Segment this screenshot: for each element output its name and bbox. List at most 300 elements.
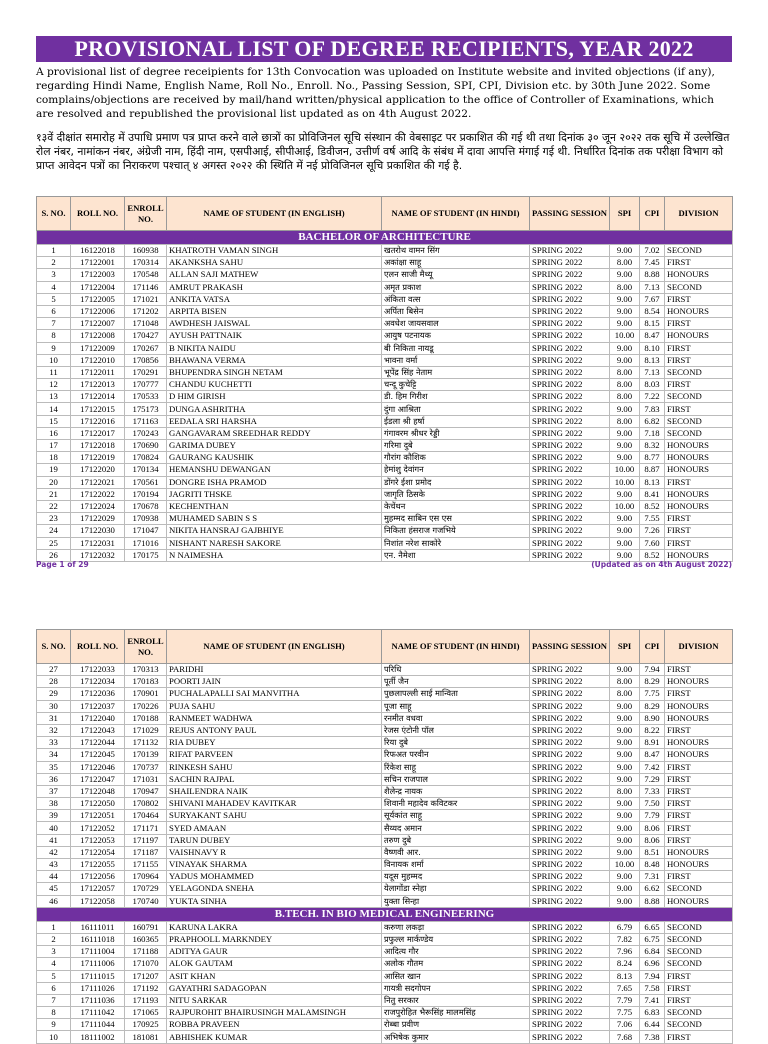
cell-division: FIRST — [665, 688, 733, 700]
cell-name-hindi: निशांत नरेश साकोरे — [382, 537, 530, 549]
cell-name-english: GAYATHRI SADAGOPAN — [167, 982, 382, 994]
cell-name-english: HEMANSHU DEWANGAN — [167, 464, 382, 476]
cell-sno: 38 — [37, 798, 71, 810]
cell-roll-no: 17122009 — [71, 342, 125, 354]
cell-division: HONOURS — [665, 859, 733, 871]
table-row — [37, 366, 733, 378]
table-row — [37, 318, 733, 330]
cell-passing-session: SPRING 2022 — [530, 785, 610, 797]
cell-division: HONOURS — [665, 500, 733, 512]
cell-spi: 9.00 — [610, 737, 640, 749]
header-enroll-no: ENROLL NO. — [125, 630, 167, 664]
table-row — [37, 676, 733, 688]
cell-enroll-no: 170134 — [125, 464, 167, 476]
cell-name-english: KHATROTH VAMAN SINGH — [167, 245, 382, 257]
cell-sno: 27 — [37, 664, 71, 676]
cell-enroll-no: 170561 — [125, 476, 167, 488]
cell-name-english: AMRUT PRAKASH — [167, 281, 382, 293]
cell-division: FIRST — [665, 798, 733, 810]
cell-name-english: GARIMA DUBEY — [167, 440, 382, 452]
cell-passing-session: SPRING 2022 — [530, 257, 610, 269]
cell-name-english: ARPITA BISEN — [167, 305, 382, 317]
cell-spi: 8.00 — [610, 281, 640, 293]
cell-name-english: YADUS MOHAMMED — [167, 871, 382, 883]
table-row — [37, 871, 733, 883]
cell-name-hindi: आयुष पटनायक — [382, 330, 530, 342]
table-row — [37, 342, 733, 354]
cell-passing-session: SPRING 2022 — [530, 724, 610, 736]
header-enroll-no: ENROLL NO. — [125, 197, 167, 231]
cell-roll-no: 17122010 — [71, 354, 125, 366]
cell-passing-session: SPRING 2022 — [530, 895, 610, 907]
cell-name-english: N NAIMESHA — [167, 549, 382, 561]
cell-cpi: 6.75 — [640, 933, 665, 945]
cell-spi: 9.00 — [610, 798, 640, 810]
cell-roll-no: 17111015 — [71, 970, 125, 982]
cell-name-hindi: पुछलापल्ली साई मान्विता — [382, 688, 530, 700]
table-row — [37, 798, 733, 810]
cell-spi: 7.06 — [610, 1019, 640, 1031]
cell-name-hindi: बी निकिता नायडू — [382, 342, 530, 354]
cell-passing-session: SPRING 2022 — [530, 342, 610, 354]
table-row — [37, 810, 733, 822]
cell-passing-session: SPRING 2022 — [530, 798, 610, 810]
cell-cpi: 8.90 — [640, 712, 665, 724]
cell-spi: 9.00 — [610, 403, 640, 415]
cell-name-english: YELAGONDA SNEHA — [167, 883, 382, 895]
cell-cpi: 8.52 — [640, 549, 665, 561]
cell-division: FIRST — [665, 982, 733, 994]
table-row — [37, 921, 733, 933]
cell-sno: 23 — [37, 513, 71, 525]
cell-name-hindi: यदूस मुहम्मद — [382, 871, 530, 883]
cell-passing-session: SPRING 2022 — [530, 822, 610, 834]
cell-name-english: DUNGA ASHRITHA — [167, 403, 382, 415]
cell-sno: 8 — [37, 1007, 71, 1019]
table-row — [37, 464, 733, 476]
cell-sno: 12 — [37, 379, 71, 391]
cell-sno: 33 — [37, 737, 71, 749]
cell-division: FIRST — [665, 871, 733, 883]
cell-cpi: 8.15 — [640, 318, 665, 330]
cell-sno: 20 — [37, 476, 71, 488]
cell-name-english: PUJA SAHU — [167, 700, 382, 712]
cell-name-hindi: जागृति ठिसके — [382, 488, 530, 500]
cell-spi: 7.68 — [610, 1031, 640, 1043]
cell-name-hindi: सूर्यकांत साहू — [382, 810, 530, 822]
table-row — [37, 391, 733, 403]
cell-name-hindi: पूर्ती जैन — [382, 676, 530, 688]
cell-name-hindi: डोंगरे ईशा प्रमोद — [382, 476, 530, 488]
cell-division: FIRST — [665, 257, 733, 269]
cell-passing-session: SPRING 2022 — [530, 330, 610, 342]
cell-spi: 9.00 — [610, 724, 640, 736]
cell-spi: 9.00 — [610, 712, 640, 724]
cell-enroll-no: 171146 — [125, 281, 167, 293]
cell-division: HONOURS — [665, 712, 733, 724]
cell-name-hindi: तरुण दुबे — [382, 834, 530, 846]
cell-cpi: 8.22 — [640, 724, 665, 736]
cell-spi: 9.00 — [610, 452, 640, 464]
cell-division: HONOURS — [665, 488, 733, 500]
table-row — [37, 994, 733, 1006]
cell-enroll-no: 170737 — [125, 761, 167, 773]
cell-sno: 39 — [37, 810, 71, 822]
cell-name-hindi: भूपेंद्र सिंह नेताम — [382, 366, 530, 378]
cell-roll-no: 17122040 — [71, 712, 125, 724]
cell-sno: 9 — [37, 1019, 71, 1031]
cell-division: FIRST — [665, 773, 733, 785]
cell-passing-session: SPRING 2022 — [530, 933, 610, 945]
cell-roll-no: 17111036 — [71, 994, 125, 1006]
cell-sno: 18 — [37, 452, 71, 464]
cell-sno: 44 — [37, 871, 71, 883]
cell-name-hindi: आसित खान — [382, 970, 530, 982]
cell-sno: 5 — [37, 970, 71, 982]
cell-enroll-no: 170824 — [125, 452, 167, 464]
cell-cpi: 7.22 — [640, 391, 665, 403]
cell-enroll-no: 170964 — [125, 871, 167, 883]
section-header — [37, 907, 733, 921]
cell-name-english: ABHISHEK KUMAR — [167, 1031, 382, 1043]
table-row — [37, 1031, 733, 1043]
cell-enroll-no: 170427 — [125, 330, 167, 342]
cell-spi: 8.00 — [610, 785, 640, 797]
cell-sno: 30 — [37, 700, 71, 712]
cell-roll-no: 17122024 — [71, 500, 125, 512]
cell-roll-no: 17122021 — [71, 476, 125, 488]
cell-spi: 9.00 — [610, 537, 640, 549]
cell-division: FIRST — [665, 664, 733, 676]
cell-sno: 28 — [37, 676, 71, 688]
table-row — [37, 958, 733, 970]
cell-name-english: SACHIN RAJPAL — [167, 773, 382, 785]
cell-spi: 10.00 — [610, 464, 640, 476]
cell-sno: 36 — [37, 773, 71, 785]
cell-spi: 9.00 — [610, 846, 640, 858]
table-row — [37, 822, 733, 834]
cell-roll-no: 17122055 — [71, 859, 125, 871]
cell-passing-session: SPRING 2022 — [530, 379, 610, 391]
cell-name-english: JAGRITI THSKE — [167, 488, 382, 500]
cell-name-hindi: गरिमा दुबे — [382, 440, 530, 452]
cell-cpi: 7.83 — [640, 403, 665, 415]
cell-division: FIRST — [665, 537, 733, 549]
page-title: PROVISIONAL LIST OF DEGREE RECIPIENTS, YEAR 2022 — [36, 36, 732, 62]
cell-name-english: MUHAMED SABIN S S — [167, 513, 382, 525]
cell-passing-session: SPRING 2022 — [530, 537, 610, 549]
cell-cpi: 7.41 — [640, 994, 665, 1006]
cell-enroll-no: 170188 — [125, 712, 167, 724]
cell-name-english: ADITYA GAUR — [167, 946, 382, 958]
table-row — [37, 488, 733, 500]
cell-name-english: ANKITA VATSA — [167, 293, 382, 305]
cell-passing-session: SPRING 2022 — [530, 391, 610, 403]
cell-cpi: 7.50 — [640, 798, 665, 810]
cell-enroll-no: 171207 — [125, 970, 167, 982]
cell-name-english: RINKESH SAHU — [167, 761, 382, 773]
cell-division: FIRST — [665, 822, 733, 834]
section-header — [37, 231, 733, 245]
cell-sno: 3 — [37, 946, 71, 958]
header-spi: SPI — [610, 630, 640, 664]
cell-spi: 7.65 — [610, 982, 640, 994]
cell-division: HONOURS — [665, 549, 733, 561]
cell-name-english: VINAYAK SHARMA — [167, 859, 382, 871]
cell-passing-session: SPRING 2022 — [530, 305, 610, 317]
cell-cpi: 8.54 — [640, 305, 665, 317]
cell-sno: 25 — [37, 537, 71, 549]
cell-spi: 9.00 — [610, 342, 640, 354]
cell-sno: 1 — [37, 245, 71, 257]
cell-cpi: 7.38 — [640, 1031, 665, 1043]
cell-cpi: 7.18 — [640, 427, 665, 439]
cell-division: HONOURS — [665, 440, 733, 452]
cell-cpi: 7.79 — [640, 810, 665, 822]
cell-spi: 9.00 — [610, 525, 640, 537]
cell-cpi: 8.77 — [640, 452, 665, 464]
cell-sno: 24 — [37, 525, 71, 537]
cell-enroll-no: 170856 — [125, 354, 167, 366]
cell-name-english: EEDALA SRI HARSHA — [167, 415, 382, 427]
cell-sno: 42 — [37, 846, 71, 858]
table-row — [37, 354, 733, 366]
cell-division: SECOND — [665, 245, 733, 257]
cell-division: FIRST — [665, 834, 733, 846]
cell-enroll-no: 170226 — [125, 700, 167, 712]
cell-division: FIRST — [665, 994, 733, 1006]
cell-roll-no: 17122008 — [71, 330, 125, 342]
cell-passing-session: SPRING 2022 — [530, 354, 610, 366]
cell-roll-no: 17111004 — [71, 946, 125, 958]
cell-spi: 9.00 — [610, 549, 640, 561]
table-row — [37, 834, 733, 846]
cell-roll-no: 17122016 — [71, 415, 125, 427]
cell-division: HONOURS — [665, 269, 733, 281]
cell-passing-session: SPRING 2022 — [530, 281, 610, 293]
cell-name-english: PUCHALAPALLI SAI MANVITHA — [167, 688, 382, 700]
cell-name-english: VAISHNAVY R — [167, 846, 382, 858]
cell-division: FIRST — [665, 810, 733, 822]
cell-division: HONOURS — [665, 895, 733, 907]
cell-cpi: 6.82 — [640, 415, 665, 427]
cell-passing-session: SPRING 2022 — [530, 958, 610, 970]
cell-division: SECOND — [665, 883, 733, 895]
cell-division: FIRST — [665, 525, 733, 537]
cell-spi: 9.00 — [610, 488, 640, 500]
table-row — [37, 257, 733, 269]
cell-name-english: RIFAT PARVEEN — [167, 749, 382, 761]
cell-spi: 8.00 — [610, 379, 640, 391]
cell-enroll-no: 170729 — [125, 883, 167, 895]
cell-name-english: ASIT KHAN — [167, 970, 382, 982]
table-row — [37, 700, 733, 712]
cell-passing-session: SPRING 2022 — [530, 366, 610, 378]
header-name-hindi: NAME OF STUDENT (IN HINDI) — [382, 197, 530, 231]
cell-enroll-no: 170690 — [125, 440, 167, 452]
header-cpi: CPI — [640, 630, 665, 664]
cell-spi: 8.24 — [610, 958, 640, 970]
table-row — [37, 379, 733, 391]
cell-name-hindi: परिधि — [382, 664, 530, 676]
cell-roll-no: 17122056 — [71, 871, 125, 883]
cell-name-english: ALOK GAUTAM — [167, 958, 382, 970]
cell-division: HONOURS — [665, 749, 733, 761]
cell-enroll-no: 170533 — [125, 391, 167, 403]
table-row — [37, 859, 733, 871]
cell-enroll-no: 170740 — [125, 895, 167, 907]
cell-enroll-no: 171193 — [125, 994, 167, 1006]
cell-sno: 41 — [37, 834, 71, 846]
cell-name-english: KECHENTHAN — [167, 500, 382, 512]
cell-name-english: DONGRE ISHA PRAMOD — [167, 476, 382, 488]
cell-roll-no: 17122029 — [71, 513, 125, 525]
cell-roll-no: 17122044 — [71, 737, 125, 749]
table-row — [37, 895, 733, 907]
header-passing-session: PASSING SESSION — [530, 197, 610, 231]
cell-sno: 34 — [37, 749, 71, 761]
cell-enroll-no: 171163 — [125, 415, 167, 427]
cell-name-english: SHAILENDRA NAIK — [167, 785, 382, 797]
cell-sno: 22 — [37, 500, 71, 512]
cell-roll-no: 17122051 — [71, 810, 125, 822]
cell-cpi: 7.13 — [640, 366, 665, 378]
cell-passing-session: SPRING 2022 — [530, 871, 610, 883]
header-roll-no: ROLL NO. — [71, 630, 125, 664]
cell-division: FIRST — [665, 761, 733, 773]
table-row — [37, 749, 733, 761]
cell-enroll-no: 170291 — [125, 366, 167, 378]
cell-roll-no: 17122017 — [71, 427, 125, 439]
cell-roll-no: 17122053 — [71, 834, 125, 846]
header-name-english: NAME OF STUDENT (IN ENGLISH) — [167, 630, 382, 664]
cell-division: FIRST — [665, 724, 733, 736]
cell-cpi: 6.62 — [640, 883, 665, 895]
cell-cpi: 8.06 — [640, 822, 665, 834]
table-row — [37, 846, 733, 858]
cell-passing-session: SPRING 2022 — [530, 846, 610, 858]
cell-spi: 9.00 — [610, 871, 640, 883]
cell-division: SECOND — [665, 1007, 733, 1019]
cell-sno: 17 — [37, 440, 71, 452]
cell-passing-session: SPRING 2022 — [530, 318, 610, 330]
cell-enroll-no: 171197 — [125, 834, 167, 846]
cell-passing-session: SPRING 2022 — [530, 549, 610, 561]
cell-name-hindi: करुणा लकड़ा — [382, 921, 530, 933]
cell-sno: 31 — [37, 712, 71, 724]
cell-division: FIRST — [665, 513, 733, 525]
cell-name-hindi: गौरांग कौशिक — [382, 452, 530, 464]
table-row — [37, 982, 733, 994]
table-row — [37, 724, 733, 736]
cell-name-hindi: गंगावरम श्रीधर रेड्डी — [382, 427, 530, 439]
cell-sno: 16 — [37, 427, 71, 439]
cell-spi: 10.00 — [610, 330, 640, 342]
cell-roll-no: 17122052 — [71, 822, 125, 834]
cell-cpi: 8.51 — [640, 846, 665, 858]
cell-passing-session: SPRING 2022 — [530, 440, 610, 452]
cell-passing-session: SPRING 2022 — [530, 427, 610, 439]
cell-cpi: 8.13 — [640, 476, 665, 488]
cell-name-english: SURYAKANT SAHU — [167, 810, 382, 822]
cell-spi: 7.82 — [610, 933, 640, 945]
cell-roll-no: 17122019 — [71, 452, 125, 464]
cell-passing-session: SPRING 2022 — [530, 464, 610, 476]
cell-spi: 10.00 — [610, 476, 640, 488]
cell-passing-session: SPRING 2022 — [530, 293, 610, 305]
cell-cpi: 8.32 — [640, 440, 665, 452]
cell-division: HONOURS — [665, 737, 733, 749]
cell-spi: 9.00 — [610, 822, 640, 834]
cell-cpi: 8.48 — [640, 859, 665, 871]
cell-roll-no: 17122004 — [71, 281, 125, 293]
cell-cpi: 7.02 — [640, 245, 665, 257]
cell-passing-session: SPRING 2022 — [530, 834, 610, 846]
cell-name-hindi: पूजा साहू — [382, 700, 530, 712]
cell-cpi: 7.75 — [640, 688, 665, 700]
cell-sno: 4 — [37, 281, 71, 293]
cell-cpi: 6.84 — [640, 946, 665, 958]
table-row — [37, 415, 733, 427]
cell-passing-session: SPRING 2022 — [530, 269, 610, 281]
cell-division: FIRST — [665, 785, 733, 797]
table-row — [37, 946, 733, 958]
cell-name-english: AKANKSHA SAHU — [167, 257, 382, 269]
cell-cpi: 8.88 — [640, 269, 665, 281]
cell-spi: 8.00 — [610, 257, 640, 269]
cell-enroll-no: 170548 — [125, 269, 167, 281]
cell-name-hindi: सचिन राजपाल — [382, 773, 530, 785]
cell-name-hindi: ईडला श्री हर्षा — [382, 415, 530, 427]
cell-roll-no: 17122033 — [71, 664, 125, 676]
cell-enroll-no: 170183 — [125, 676, 167, 688]
cell-name-english: RANMEET WADHWA — [167, 712, 382, 724]
cell-roll-no: 16111011 — [71, 921, 125, 933]
cell-enroll-no: 170194 — [125, 488, 167, 500]
cell-enroll-no: 170139 — [125, 749, 167, 761]
header-division: DIVISION — [665, 197, 733, 231]
cell-enroll-no: 170313 — [125, 664, 167, 676]
cell-passing-session: SPRING 2022 — [530, 452, 610, 464]
cell-roll-no: 17122047 — [71, 773, 125, 785]
cell-cpi: 8.91 — [640, 737, 665, 749]
cell-division: SECOND — [665, 281, 733, 293]
cell-spi: 9.00 — [610, 883, 640, 895]
table-row — [37, 785, 733, 797]
cell-name-english: NISHANT NARESH SAKORE — [167, 537, 382, 549]
table-row — [37, 513, 733, 525]
cell-roll-no: 16122018 — [71, 245, 125, 257]
cell-name-english: CHANDU KUCHETTI — [167, 379, 382, 391]
cell-enroll-no: 170901 — [125, 688, 167, 700]
cell-name-english: BHAWANA VERMA — [167, 354, 382, 366]
cell-enroll-no: 170175 — [125, 549, 167, 561]
cell-name-english: RAJPUROHIT BHAIRUSINGH MALAMSINGH — [167, 1007, 382, 1019]
cell-enroll-no: 171016 — [125, 537, 167, 549]
header-roll-no: ROLL NO. — [71, 197, 125, 231]
cell-name-english: AYUSH PATTNAIK — [167, 330, 382, 342]
cell-passing-session: SPRING 2022 — [530, 245, 610, 257]
cell-name-english: D HIM GIRISH — [167, 391, 382, 403]
cell-name-english: NITU SARKAR — [167, 994, 382, 1006]
cell-name-hindi: दुंगा आश्रिता — [382, 403, 530, 415]
cell-roll-no: 17111044 — [71, 1019, 125, 1031]
cell-enroll-no: 160365 — [125, 933, 167, 945]
cell-cpi: 8.47 — [640, 749, 665, 761]
cell-passing-session: SPRING 2022 — [530, 403, 610, 415]
cell-name-hindi: अकांक्षा साहू — [382, 257, 530, 269]
cell-enroll-no: 170314 — [125, 257, 167, 269]
